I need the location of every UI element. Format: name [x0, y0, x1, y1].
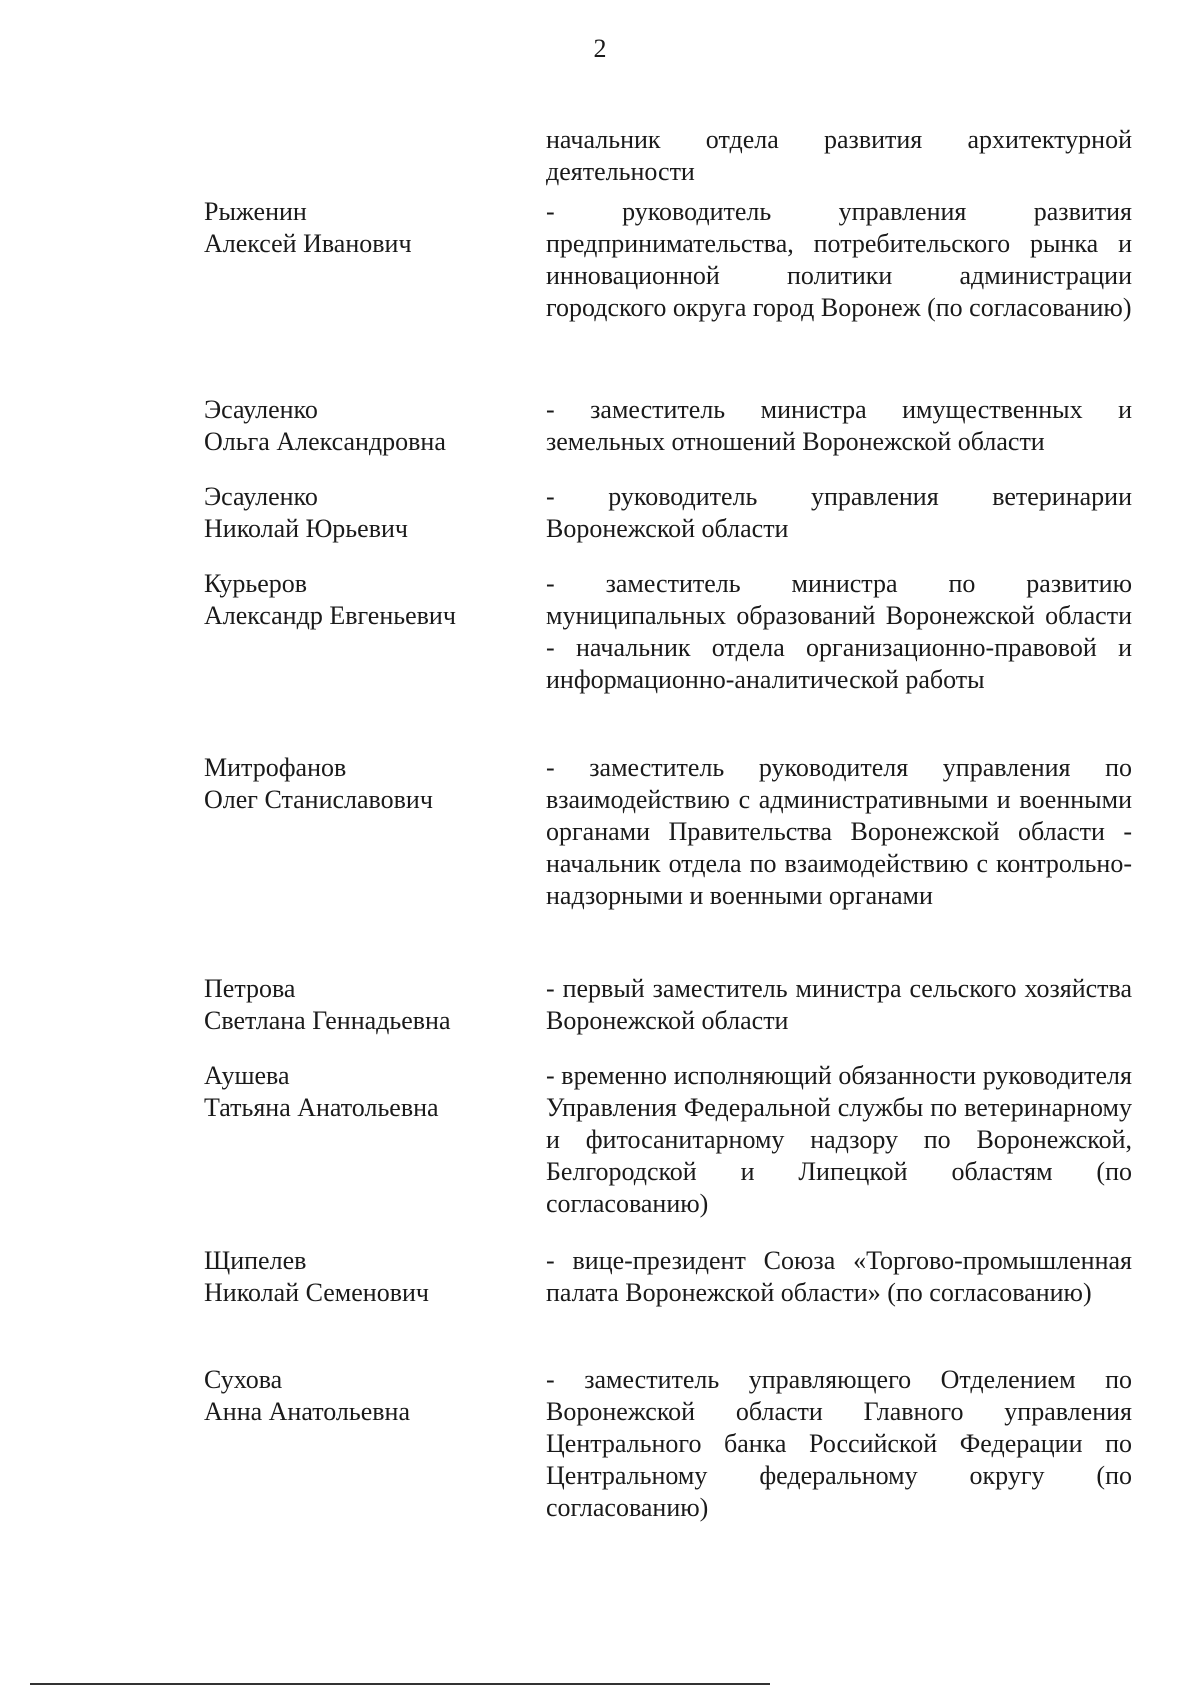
member-surname: Митрофанов: [204, 753, 347, 782]
member-position: - руководитель управления ветеринарии Воронежской области: [546, 482, 1132, 543]
member-surname: Эсауленко: [204, 482, 318, 511]
member-name: [204, 196, 524, 260]
member-name: [204, 752, 524, 816]
member-given-names: Светлана Геннадьевна: [204, 1006, 451, 1035]
member-name: [204, 394, 524, 458]
member-surname: Курьеров: [204, 569, 308, 598]
member-surname: Эсауленко: [204, 395, 318, 424]
bottom-rule: [30, 1683, 770, 1685]
member-position: - заместитель министра имущественных и земельных отношений Воронежской области: [546, 395, 1132, 456]
member-position: - заместитель управляющего Отделением по Воронежской области Главного управления Центрального банка Российской Федерации по Центральному федеральному округу (по согласованию): [546, 1365, 1132, 1522]
member-surname: Аушева: [204, 1061, 290, 1090]
member-position: - руководитель управления развития предпринимательства, потребительского рынка и инновационной политики администрации городского округа город Воронеж (по согласованию): [546, 197, 1132, 322]
member-surname: Сухова: [204, 1365, 283, 1394]
member-name: [204, 1060, 524, 1124]
member-name: [204, 1364, 524, 1428]
member-surname: Рыженин: [204, 197, 307, 226]
member-surname: Щипелев: [204, 1246, 307, 1275]
member-name: [204, 1245, 524, 1309]
member-given-names: Ольга Александровна: [204, 427, 446, 456]
member-position: - первый заместитель министра сельского хозяйства Воронежской области: [546, 974, 1132, 1035]
member-surname: Петрова: [204, 974, 296, 1003]
member-name: [204, 568, 524, 632]
member-position: - заместитель министра по развитию муниципальных образований Воронежской области - начальник отдела организационно-правовой и информационно-аналитической работы: [546, 569, 1132, 694]
member-given-names: Николай Юрьевич: [204, 514, 408, 543]
member-given-names: Александр Евгеньевич: [204, 601, 456, 630]
member-given-names: Анна Анатольевна: [204, 1397, 410, 1426]
member-position: - заместитель руководителя управления по взаимодействию с административными и военными органами Правительства Воронежской области - начальник отдела по взаимодействию с контрольно-надзорными и военными органами: [546, 753, 1132, 910]
member-given-names: Алексей Иванович: [204, 229, 412, 258]
member-given-names: Олег Станиславович: [204, 785, 433, 814]
member-given-names: Николай Семенович: [204, 1278, 429, 1307]
member-position: - вице-президент Союза «Торгово-промышленная палата Воронежской области» (по согласованию): [546, 1246, 1132, 1307]
page-number: 2: [593, 34, 607, 63]
member-name: [204, 481, 524, 545]
intro-position-text: начальник отдела развития архитектурной деятельности: [546, 125, 1132, 186]
member-position: - временно исполняющий обязанности руководителя Управления Федеральной службы по ветеринарному и фитосанитарному надзору по Воронежской, Белгородской и Липецкой областям (по согласованию): [546, 1061, 1132, 1218]
member-name: [204, 973, 524, 1037]
member-given-names: Татьяна Анатольевна: [204, 1093, 439, 1122]
